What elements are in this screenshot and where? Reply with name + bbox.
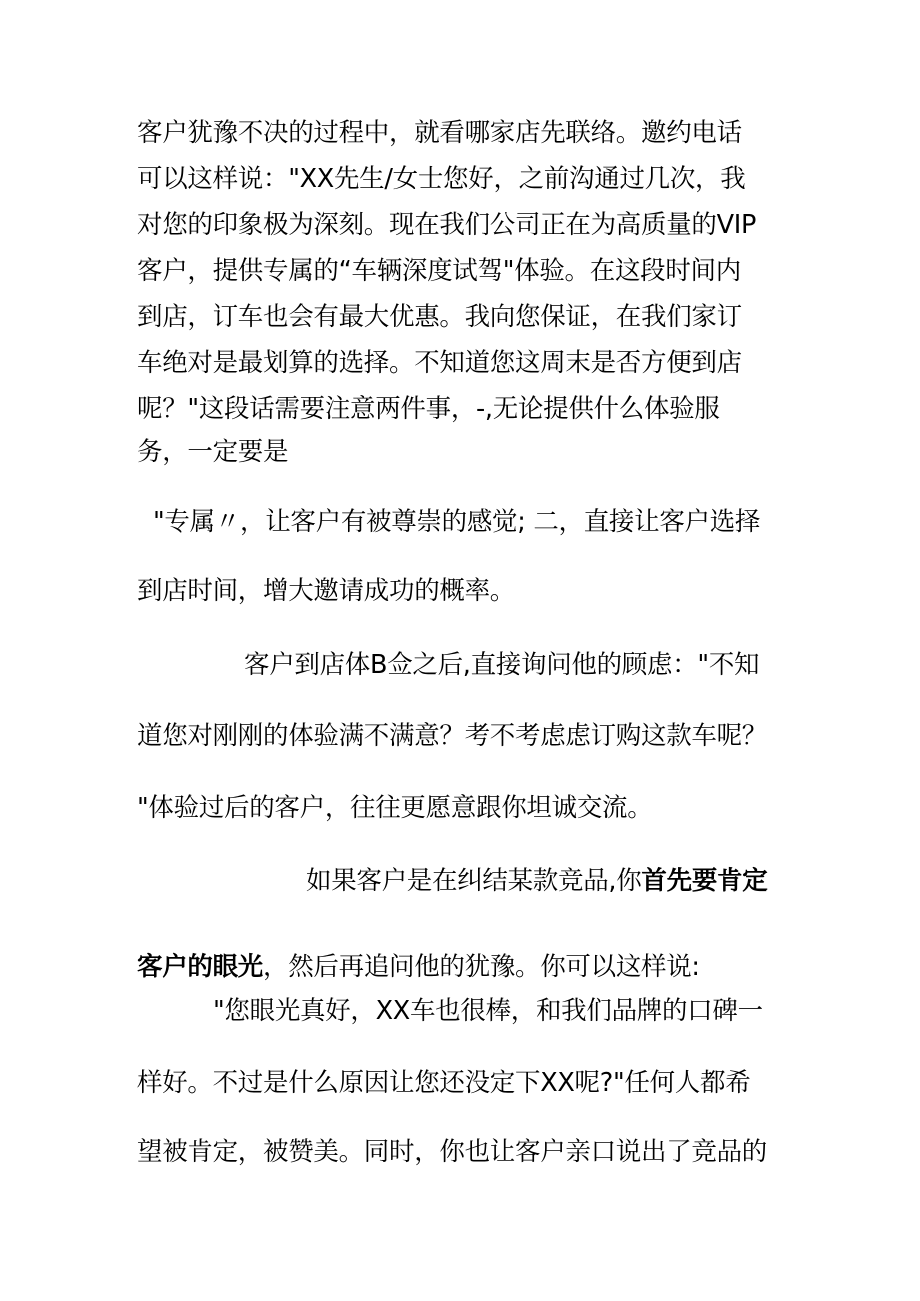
text-line: 可以这样说："XX先生/女士您好，之前沟通过几次，我 (137, 164, 746, 194)
text-line: "专属〃，让客户有被尊崇的感觉; 二，直接让客户选择 (153, 507, 761, 537)
text-line: "体验过后的客户，往往更愿意跟你坦诚交流。 (137, 793, 653, 823)
emphasis-text: 客户的眼光 (137, 952, 264, 982)
text-line: 车绝对是最划算的选择。不知道您这周末是否方便到店 (137, 348, 742, 378)
text-line: "您眼光真好，XX车也很棒，和我们品牌的口碑一 (213, 996, 763, 1026)
text-line: 到店时间，增大邀请成功的概率。 (137, 576, 516, 606)
text-line: 道您对刚刚的体验满不满意？考不考虑虑订购这款车呢？ (137, 721, 768, 751)
text-line: 样好。不过是什么原因让您还没定下XX呢?"任何人都希 (137, 1068, 751, 1098)
text-line: 望被肯定，被赞美。同时，你也让客户亲口说出了竞品的 (137, 1137, 768, 1167)
text-line: 到店，订车也会有最大优惠。我向您保证，在我们家订 (137, 302, 742, 332)
text-line (137, 951, 700, 983)
text-line: 客户犹豫不决的过程中，就看哪家店先联络。邀约电话 (137, 118, 742, 148)
text-line: 对您的印象极为深刻。现在我们公司正在为高质量的VIP (137, 210, 757, 240)
text-line: 客户，提供专属的“车辆深度试驾"体验。在这段时间内 (137, 256, 741, 286)
text-line: 呢？"这段话需要注意两件事，-,无论提供什么体验服 (137, 394, 720, 424)
text-line: 务，一定要是 (137, 437, 289, 467)
text-line (306, 865, 767, 897)
emphasis-text: 首先要肯定 (641, 866, 768, 896)
text-span: 如果客户是在纠结某款竞品,你 (306, 866, 642, 896)
text-span: ，然后再追问他的犹豫。你可以这样说: (263, 952, 700, 982)
text-line: 客户到店体B佥之后,直接询问他的顾虑："不知 (244, 650, 760, 680)
